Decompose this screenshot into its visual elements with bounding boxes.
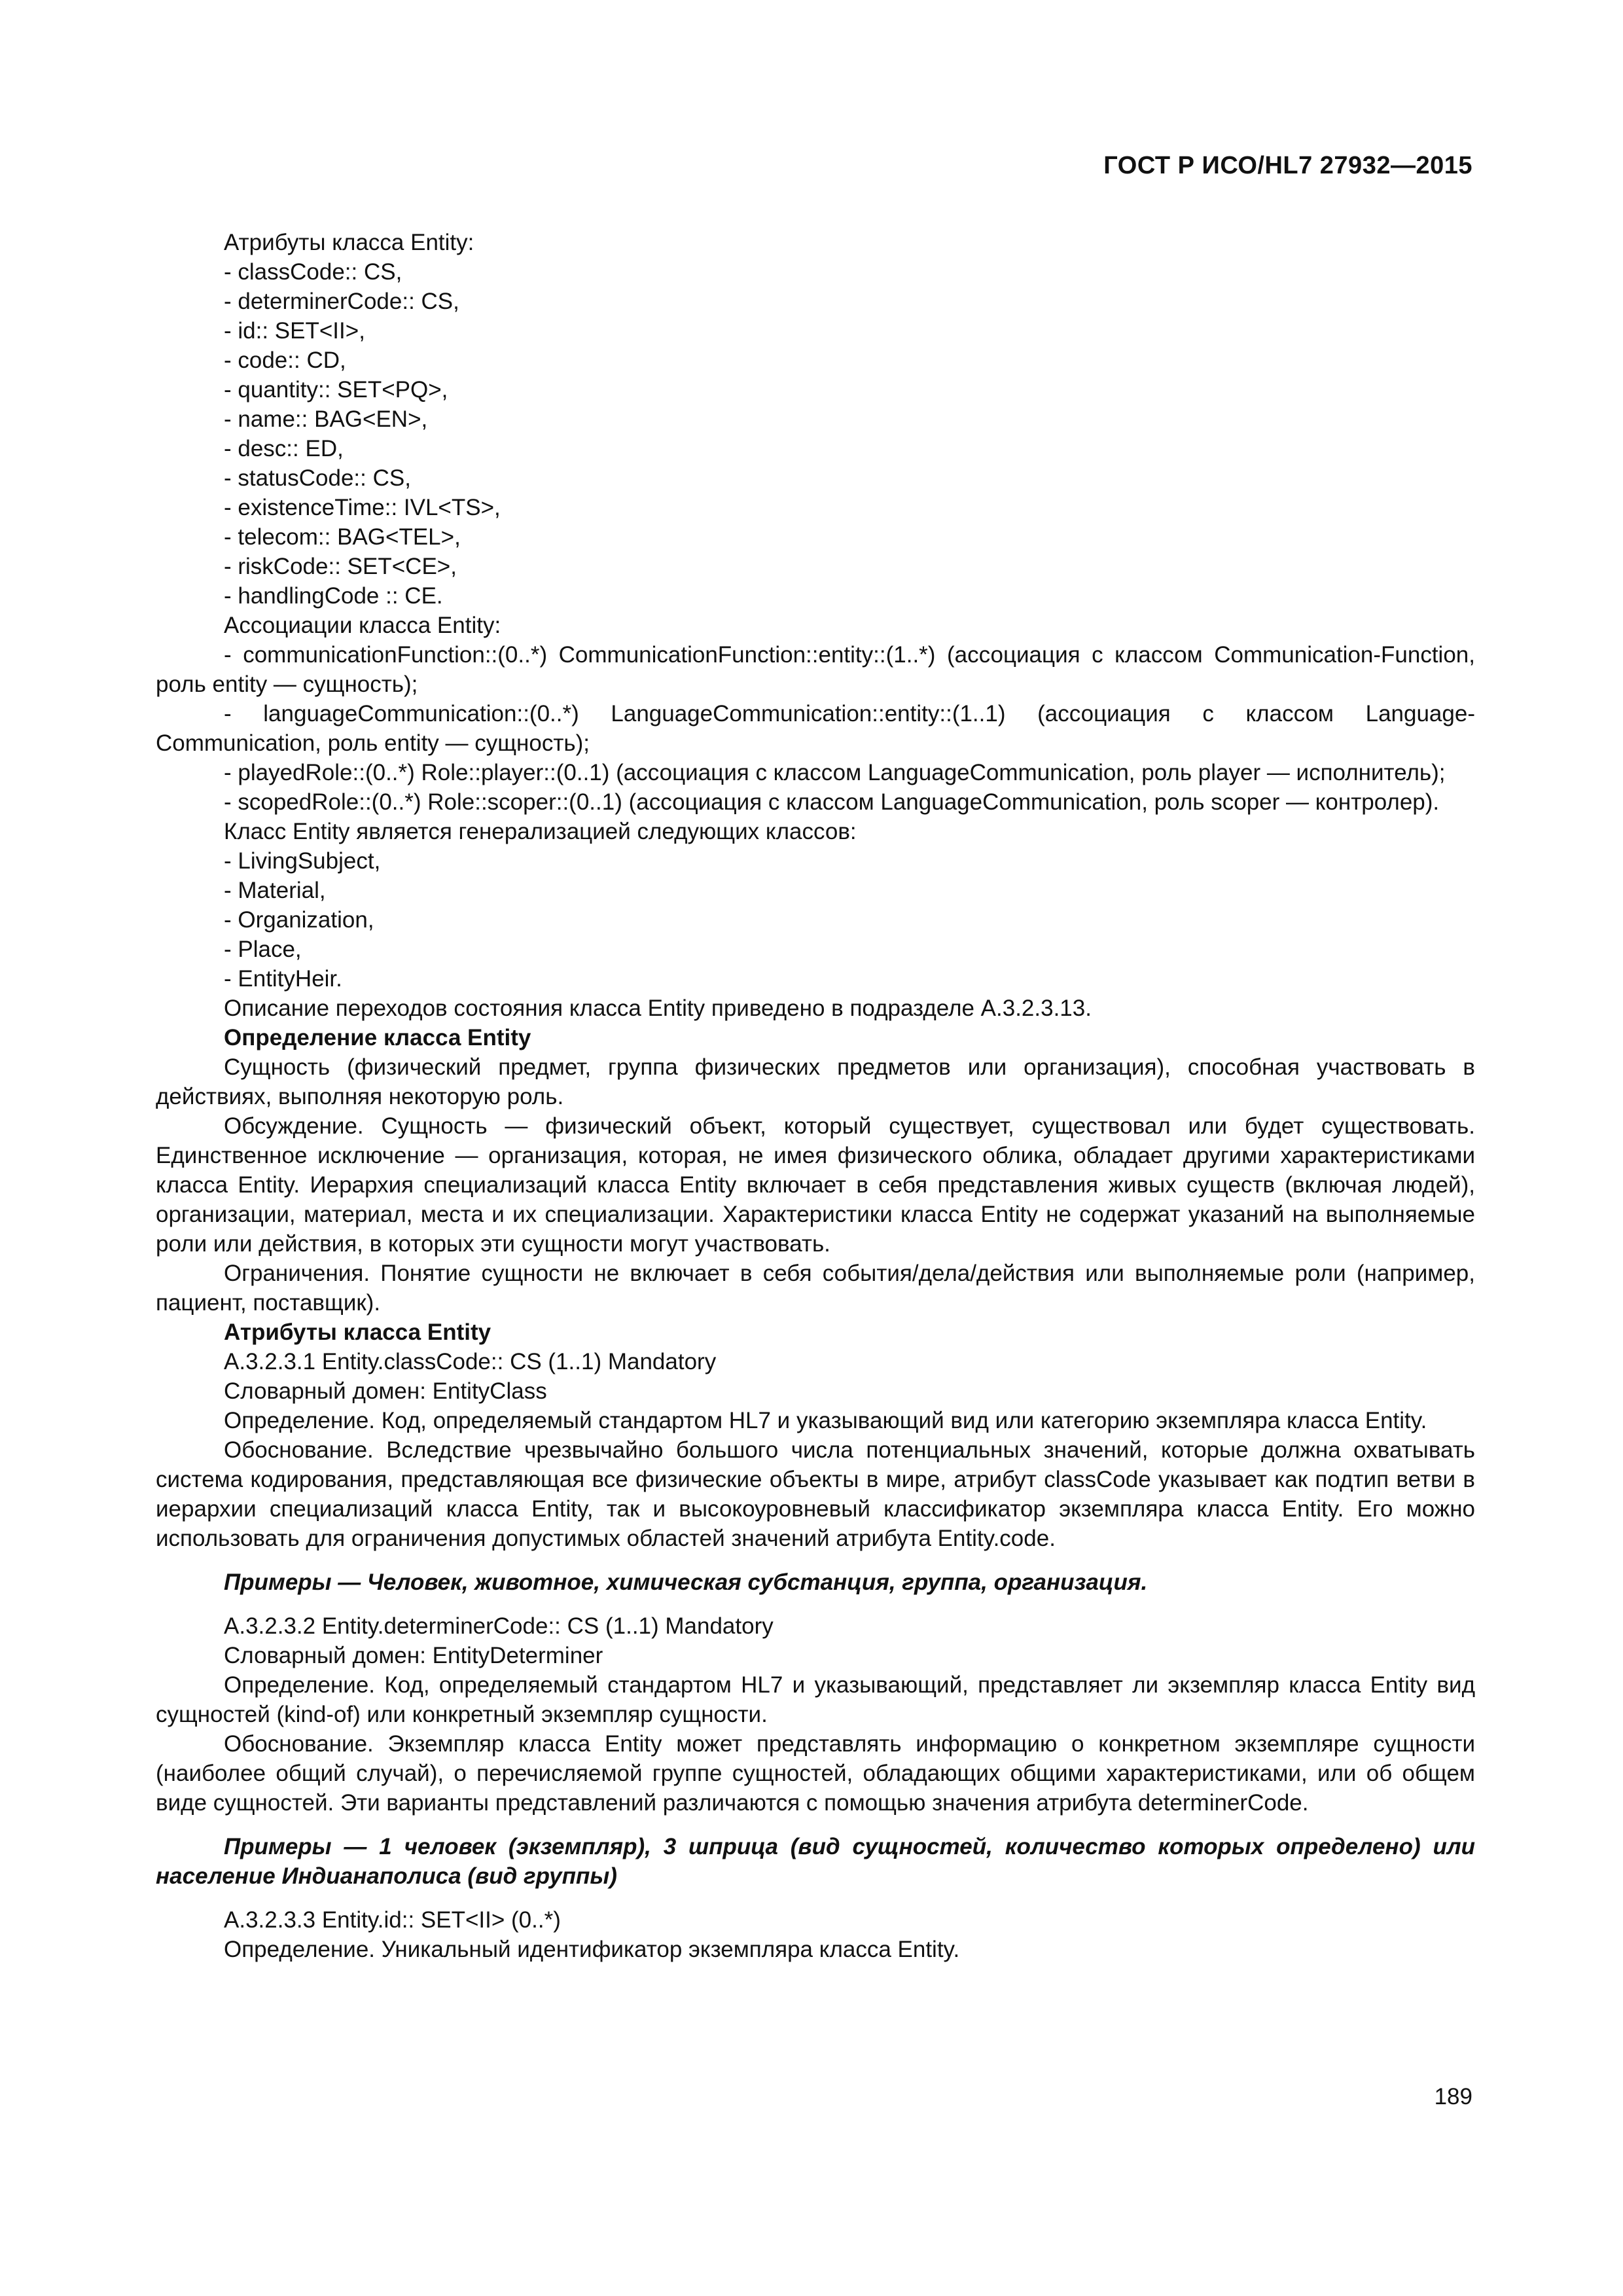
- definition-text: Сущность (физический предмет, группа физических предметов или организация), способная участвовать в действиях, выполняя некоторую роль.: [156, 1054, 1475, 1109]
- transitions-note: Описание переходов состояния класса Entity приведено в подразделе А.3.2.3.13.: [224, 996, 1092, 1021]
- list-item: - statusCode:: CS,: [224, 465, 411, 491]
- attribute-classcode-definition: Определение. Код, определяемый стандартом HL7 и указывающий вид или категорию экземпляра класса Entity.: [224, 1408, 1427, 1433]
- associations-intro: Ассоциации класса Entity:: [224, 613, 501, 638]
- list-item: - scopedRole::(0..*) Role::scoper::(0..1) (ассоциация с классом LanguageCommunication, роль scoper — контролер).: [224, 789, 1440, 815]
- list-item: - languageCommunication::(0..*) LanguageCommunication::entity::(1..1) (ассоциация с классом Language-Communication, роль entity — сущность);: [156, 701, 1475, 756]
- document-header: ГОСТ Р ИСО/HL7 27932—2015: [1103, 152, 1472, 179]
- constraints-paragraph: Ограничения. Понятие сущности не включает в себя события/дела/действия или выполняемые роли (например, пациент, поставщик).: [156, 1261, 1475, 1316]
- discussion-paragraph: Обсуждение. Сущность — физический объект, который существует, существовал или будет существовать. Единственное исключение — организация, которая, не имея физического облика, обладает другими характеристиками класса Entity. Иерархия специализаций класса Entity включает в себя представления живых существ (включая людей), организации, материал, места и их специализации. Характеристики класса Entity не содержат указаний на выполняемые роли или действия, в которых эти сущности могут участвовать.: [156, 1113, 1475, 1257]
- attributes-heading: Атрибуты класса Entity: [224, 1319, 491, 1345]
- attributes-list: [156, 257, 1475, 611]
- attribute-determinercode-domain: Словарный домен: EntityDeterminer: [224, 1643, 603, 1668]
- list-item: - EntityHeir.: [224, 966, 342, 992]
- attribute-determinercode-rationale: Обоснование. Экземпляр класса Entity может представлять информацию о конкретном экземпляре сущности (наиболее общий случай), о перечисляемой группе сущностей, обладающих общими характеристиками, или об общем виде сущностей. Эти варианты представлений различаются с помощью значения атрибута determinerCode.: [156, 1731, 1475, 1816]
- list-item: - classCode:: CS,: [224, 259, 402, 285]
- attribute-id-title: А.3.2.3.3 Entity.id:: SET<II> (0..*): [224, 1907, 561, 1933]
- list-item: - quantity:: SET<PQ>,: [224, 377, 448, 403]
- attribute-determinercode-title: А.3.2.3.2 Entity.determinerCode:: CS (1..1) Mandatory: [224, 1613, 774, 1639]
- list-item: - handlingCode :: CE.: [224, 583, 443, 609]
- list-item: - riskCode:: SET<CE>,: [224, 554, 457, 579]
- attributes-intro: Атрибуты класса Entity:: [224, 230, 474, 255]
- attribute-id-definition: Определение. Уникальный идентификатор экземпляра класса Entity.: [224, 1937, 960, 1962]
- definition-heading: Определение класса Entity: [224, 1025, 531, 1050]
- list-item: - LivingSubject,: [224, 848, 381, 874]
- list-item: - playedRole::(0..*) Role::player::(0..1) (ассоциация с классом LanguageCommunication, роль player — исполнитель);: [224, 760, 1446, 785]
- document-body: [156, 228, 1475, 1964]
- attribute-classcode-domain: Словарный домен: EntityClass: [224, 1378, 547, 1404]
- attribute-classcode-example: Примеры — Человек, животное, химическая субстанция, группа, организация.: [224, 1570, 1148, 1595]
- list-item: - existenceTime:: IVL<TS>,: [224, 495, 501, 520]
- list-item: - determinerCode:: CS,: [224, 289, 459, 314]
- attribute-classcode-title: А.3.2.3.1 Entity.classCode:: CS (1..1) Mandatory: [224, 1349, 717, 1374]
- list-item: - Material,: [224, 878, 326, 903]
- list-item: - telecom:: BAG<TEL>,: [224, 524, 461, 550]
- list-item: - code:: CD,: [224, 348, 346, 373]
- attribute-determinercode-example: Примеры — 1 человек (экземпляр), 3 шприца (вид сущностей, количество которых определено) или население Индианаполиса (вид группы): [156, 1834, 1475, 1889]
- associations-list: [156, 640, 1475, 817]
- attribute-classcode-rationale: Обоснование. Вследствие чрезвычайно большого числа потенциальных значений, которые должна охватывать система кодирования, представляющая все физические объекты в мире, атрибут classCode указывает как подтип ветви в иерархии специализаций класса Entity, так и высокоуровневый классификатор экземпляра класса Entity. Его можно использовать для ограничения допустимых областей значений атрибута Entity.code.: [156, 1437, 1475, 1551]
- attribute-determinercode-definition: Определение. Код, определяемый стандартом HL7 и указывающий, представляет ли экземпляр класса Entity вид сущностей (kind-of) или конкретный экземпляр сущности.: [156, 1672, 1475, 1727]
- generalization-intro: Класс Entity является генерализацией следующих классов:: [224, 819, 857, 844]
- list-item: - desc:: ED,: [224, 436, 344, 461]
- list-item: - id:: SET<II>,: [224, 318, 365, 344]
- list-item: - communicationFunction::(0..*) CommunicationFunction::entity::(1..*) (ассоциация с классом Communication-Function, роль entity — сущность);: [156, 642, 1475, 697]
- page-number: 189: [1434, 2084, 1472, 2109]
- list-item: - Organization,: [224, 907, 374, 933]
- generalization-list: [156, 846, 1475, 994]
- list-item: - Place,: [224, 937, 302, 962]
- list-item: - name:: BAG<EN>,: [224, 406, 428, 432]
